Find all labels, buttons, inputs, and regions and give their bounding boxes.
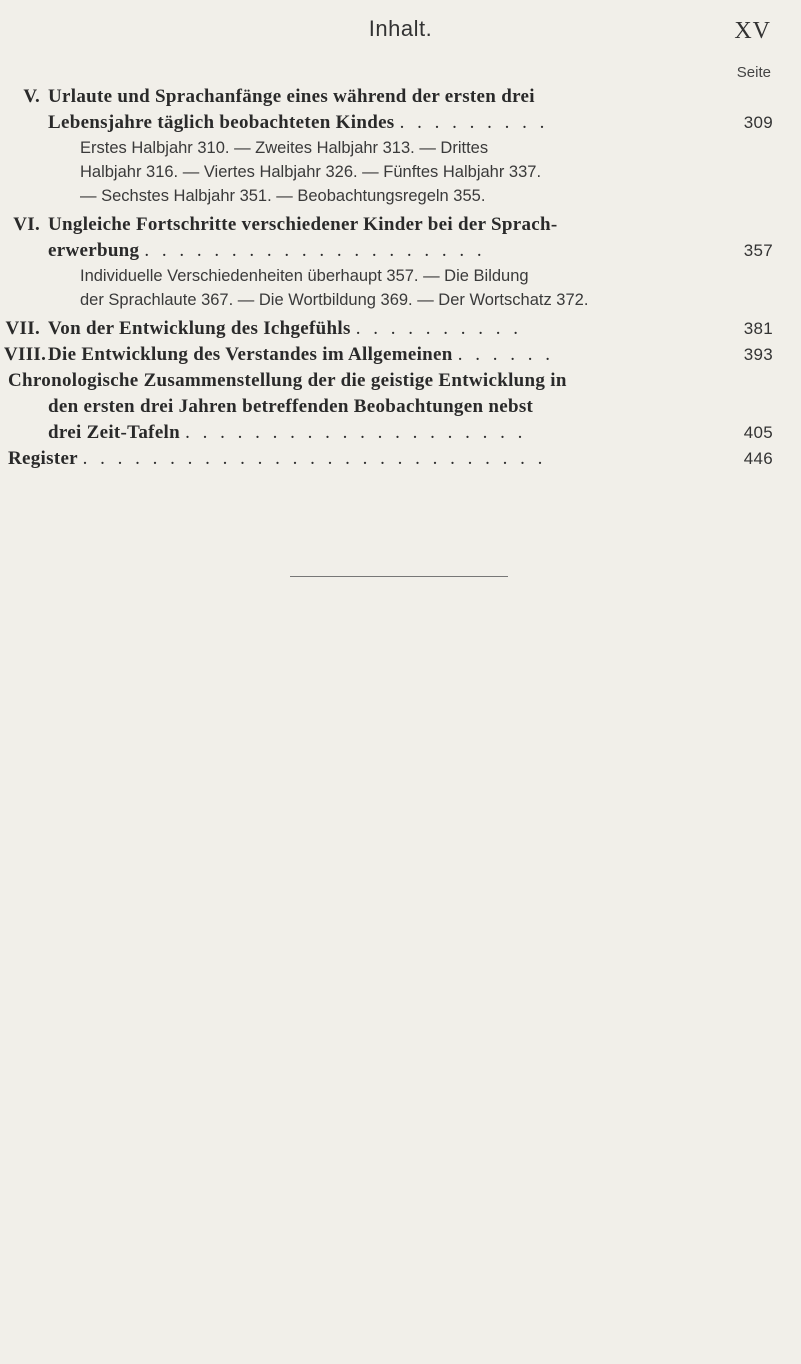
chapter-numeral: VII.: [5, 318, 40, 339]
entry-title-line: Ungleiche Fortschritte verschiedener Kinder bei der Sprach-: [48, 214, 558, 235]
running-title: Inhalt.: [368, 16, 433, 41]
toc-entry-vi: [0, 212, 801, 312]
page-reference: 381: [743, 319, 773, 338]
subentry-line: Erstes Halbjahr 310. — Zweites Halbjahr 313. — Drittes: [80, 139, 489, 157]
entry-title-line: erwerbung: [48, 240, 140, 261]
page-reference: 405: [743, 423, 773, 442]
leader-dots: . . . . . . . . . .: [355, 318, 522, 339]
page-reference: 446: [743, 449, 773, 468]
subentry-line: Halbjahr 316. — Viertes Halbjahr 326. — Fünftes Halbjahr 337.: [80, 163, 542, 181]
entry-title-line: Die Entwicklung des Verstandes im Allgemeinen: [48, 344, 453, 365]
toc-entry-v: [0, 84, 801, 208]
toc-entry-chronology: [0, 368, 801, 446]
entry-title-line: Lebensjahre täglich beobachteten Kindes: [48, 112, 395, 133]
leader-dots: . . . . . . . . . . . . . . . . . . . .: [185, 422, 527, 443]
entry-title-line: Register: [8, 448, 78, 469]
page-reference: 393: [743, 345, 773, 364]
page-number: XV: [734, 18, 771, 44]
chapter-numeral: VI.: [13, 214, 40, 235]
subentry-line: — Sechstes Halbjahr 351. — Beobachtungsregeln 355.: [80, 187, 486, 205]
table-of-contents: [0, 84, 801, 472]
chapter-numeral: VIII.: [4, 344, 47, 365]
toc-entry-register: [0, 446, 801, 472]
subentry-line: Individuelle Verschiedenheiten überhaupt 357. — Die Bildung: [80, 267, 529, 285]
toc-entry-vii: [0, 316, 801, 342]
entry-title-line: drei Zeit-Tafeln: [48, 422, 180, 443]
leader-dots: . . . . . . . . .: [399, 112, 549, 133]
running-head: [0, 16, 801, 46]
subentry-line: der Sprachlaute 367. — Die Wortbildung 369. — Der Wortschatz 372.: [80, 291, 589, 309]
chapter-numeral: V.: [23, 86, 40, 107]
entry-title-line: Chronologische Zusammenstellung der die geistige Entwicklung in: [8, 370, 567, 391]
page-reference: 309: [743, 113, 773, 132]
page-reference: 357: [743, 241, 773, 260]
page-column-label: Seite: [736, 64, 771, 81]
closing-rule: [290, 576, 508, 577]
toc-entry-viii: [0, 342, 801, 368]
entry-title-line: Urlaute und Sprachanfänge eines während der ersten drei: [48, 86, 535, 107]
leader-dots: . . . . . . . . . . . . . . . . . . . .: [144, 240, 486, 261]
entry-title-line: Von der Entwicklung des Ichgefühls: [48, 318, 351, 339]
leader-dots: . . . . . .: [457, 344, 554, 365]
entry-title-line: den ersten drei Jahren betreffenden Beobachtungen nebst: [48, 396, 534, 417]
leader-dots: . . . . . . . . . . . . . . . . . . . . . . . . . . .: [82, 448, 547, 469]
